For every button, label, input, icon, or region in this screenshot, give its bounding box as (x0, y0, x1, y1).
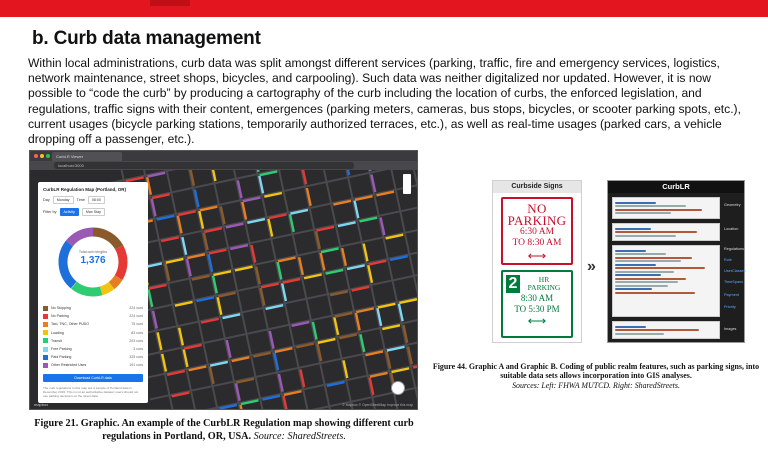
legend-label: No Parking (51, 314, 69, 319)
no-parking-time-end: TO 8:30 AM (512, 238, 562, 248)
legend-value: 75 curs (131, 322, 143, 327)
figure44-caption-source: Sources: Left: FHWA MUTCD. Right: SharedStreets. (512, 380, 680, 390)
donut-slice (93, 232, 119, 247)
curblr-schema-card (607, 180, 745, 343)
double-arrow-icon: ⟷ (527, 248, 547, 263)
figure21-caption-main: Figure 21. Graphic. An example of the CurbLR Regulation map showing different curb regulations in Portland, OR, USA. (34, 418, 414, 442)
two-hour-header (506, 275, 568, 293)
regulation-legend (43, 304, 143, 370)
legend-label: Free Parking (51, 347, 72, 352)
filter-row (43, 208, 143, 216)
no-parking-time-start: 6:30 AM (519, 227, 555, 237)
geometry-code-block (612, 197, 720, 219)
label-images: Images (724, 327, 737, 331)
legend-row (43, 304, 143, 312)
compass-icon (391, 381, 405, 395)
two-hour-number: 2 (506, 275, 520, 293)
label-regulations: Regulations (724, 247, 745, 251)
close-dot-icon (34, 154, 38, 158)
legend-value: 83 curs (131, 330, 143, 335)
filter-label: Filter by (43, 210, 57, 214)
browser-urlbar (30, 161, 417, 170)
legend-label: Taxi, TNC, Other PUDO (51, 322, 90, 327)
legend-value: 191 curs (129, 363, 143, 368)
regulations-code-block (612, 245, 720, 317)
donut-center (55, 250, 131, 266)
legend-row (43, 320, 143, 328)
curbside-signs-title: Curbside Signs (493, 181, 581, 193)
two-hour-parking-sign (501, 270, 573, 338)
maximize-dot-icon (46, 154, 50, 158)
label-userclasses: UserClasses (724, 269, 746, 273)
legend-swatch (43, 306, 48, 311)
donut-total: 1,376 (80, 254, 106, 266)
hr-label: HR (538, 274, 550, 284)
panel-disclaimer: The curb regulations in this map are a sample of Portland data in December 2019. This is not an authoritative dataset; users should not use parking decisions on the street data. (43, 385, 139, 398)
legend-value: 224 curs (129, 314, 143, 319)
figure44-caption (432, 362, 760, 390)
donut-slice (69, 232, 93, 243)
donut-slice (112, 278, 119, 286)
legend-swatch (43, 322, 48, 327)
label-payment: Payment (724, 293, 739, 297)
label-priority: Priority (724, 305, 736, 309)
mapbox-logo: mapbox (34, 402, 49, 407)
donut-caption: Total curb lengths (78, 250, 108, 254)
minimize-dot-icon (40, 154, 44, 158)
body-paragraph: Within local administrations, curb data was split amongst different services (parking, traffic, fire and emergency services, logistics, network maintenance, street shops, bicycles, and carpooling). Such data was neither digitalized nor updated. However, it is now possible to “code the curb” by producing a cartography of the curb including the location of curbs, the enforced legislation, and regulations, traffic signs with their content, emergences (parking meters, cameras, bus stops, bicycles, or scooter parking spots, etc.), current usages (bicycle parking stations, temporarily authorized terraces, etc.), as well as real-time usages (parked cars, a vehicle dropping off a passenger, etc.). (28, 56, 741, 147)
curb-length-donut (55, 224, 131, 300)
legend-swatch (43, 314, 48, 319)
browser-titlebar (30, 151, 417, 161)
label-rule: Rule (724, 258, 732, 262)
no-parking-title-top: NO (527, 201, 547, 216)
header-band-accent (150, 0, 190, 6)
double-chevron-icon: » (587, 258, 596, 275)
day-time-row (43, 196, 143, 204)
curblr-map-screenshot (29, 150, 418, 410)
label-timespans: TimeSpans (724, 280, 744, 284)
location-code-block (612, 223, 720, 241)
legend-value: 224 curs (129, 306, 143, 311)
curblr-title: CurbLR (608, 181, 744, 193)
legend-label: Transit (51, 338, 62, 343)
figure44-caption-main: Figure 44. Graphic A and Graphic B. Coding of public realm features, such as parking signs, into suitable data sets allows incorporation into GIS analyses. (432, 362, 760, 381)
legend-swatch (43, 338, 48, 343)
zoom-controls-icon (403, 174, 411, 194)
url-field: localhost:3000 (54, 162, 354, 169)
legend-row (43, 361, 143, 369)
label-geometry: Geometry (724, 203, 741, 207)
section-title: b. Curb data management (32, 28, 261, 49)
legend-value: 3 curs (133, 347, 143, 352)
figure21-caption-source: Source: SharedStreets. (253, 430, 346, 442)
time-label: Time (76, 198, 85, 202)
header-band (0, 0, 768, 17)
time-select: 08:00 (88, 196, 105, 204)
donut-slice (74, 285, 101, 292)
legend-row (43, 329, 143, 337)
regulation-panel (38, 182, 148, 403)
filter-maxstay-chip: Max Stay (82, 208, 105, 216)
legend-row (43, 345, 143, 353)
double-arrow-icon: ⟷ (527, 313, 547, 328)
filter-activity-chip: Activity (60, 208, 79, 216)
label-location: Location (724, 227, 739, 231)
two-hour-text (520, 276, 568, 293)
download-data-button: Download CurbLR data (43, 374, 143, 382)
legend-row (43, 337, 143, 345)
panel-title: CurbLR Regulation Map (Portland, OR) (43, 187, 126, 192)
curbside-signs-card (492, 180, 582, 343)
legend-label: No Stopping (51, 306, 71, 311)
two-hour-time-end: TO 5:30 PM (514, 304, 560, 314)
donut-slice (101, 286, 111, 291)
no-parking-title-bottom: PARKING (507, 213, 567, 228)
legend-row (43, 312, 143, 320)
legend-swatch (43, 330, 48, 335)
legend-swatch (43, 355, 48, 360)
legend-label: Loading (51, 330, 64, 335)
legend-swatch (43, 363, 48, 368)
two-hour-time-start: 8:30 AM (520, 293, 554, 303)
parking-label: PARKING (527, 283, 561, 292)
figure21-caption (30, 418, 418, 443)
legend-value: 325 curs (129, 355, 143, 360)
images-code-block (612, 321, 720, 339)
legend-row (43, 353, 143, 361)
no-parking-sign (501, 197, 573, 265)
legend-swatch (43, 347, 48, 352)
day-select: Monday (53, 196, 74, 204)
browser-tab: CurbLR Viewer (52, 152, 122, 161)
legend-label: Paid Parking (51, 355, 72, 360)
map-attribution: © Mapbox © OpenStreetMap Improve this map (342, 403, 413, 407)
legend-value: 203 curs (129, 338, 143, 343)
legend-label: Other Restricted Uses (51, 363, 87, 368)
day-label: Day (43, 198, 50, 202)
